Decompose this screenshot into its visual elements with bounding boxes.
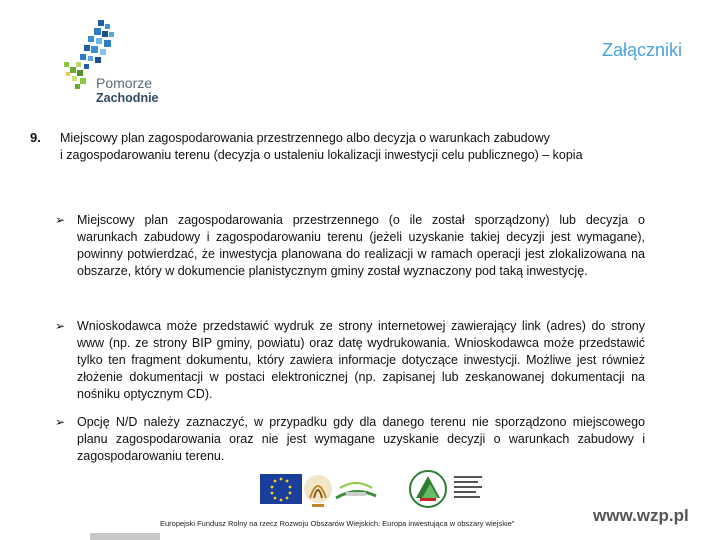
bullet-item — [55, 212, 645, 280]
bullet-item — [55, 414, 645, 465]
arrow-bullet-icon: ➢ — [55, 415, 66, 429]
footer-logos — [258, 468, 548, 516]
bullet-item — [55, 318, 645, 403]
eu-flag-icon — [260, 474, 302, 504]
item-heading — [60, 130, 650, 164]
logo-text-pomorze: Pomorze — [96, 75, 153, 91]
prow-logo-icon — [410, 471, 446, 507]
bottom-divider — [90, 533, 160, 540]
logo-text-zachodnie: Zachodnie — [96, 91, 159, 105]
bullet-text: Opcję N/D należy zaznaczyć, w przypadku gdy dla danego terenu nie sporządzono miejscowego planu zagospodarowania oraz nie jest wymagane uzyskanie decyzji o warunkach zabudowy i zagospodarowaniu terenu. — [77, 415, 645, 463]
page-title: Załączniki — [601, 40, 682, 60]
item-heading-line1: Miejscowy plan zagospodarowania przestrzennego albo decyzja o warunkach zabudowy — [60, 131, 550, 145]
item-heading-line2: i zagospodarowaniu terenu (decyzja o ustaleniu lokalizacji inwestycji celu publicznego) – kopia — [60, 148, 583, 162]
prow-text-icon — [454, 476, 482, 498]
footer-eu-text: Europejski Fundusz Rolny na rzecz Rozwoju Obszarów Wiejskich: Europa inwestująca w obszary wiejskie” — [160, 519, 515, 528]
arrow-bullet-icon: ➢ — [55, 213, 66, 227]
lgd-logo-icon — [336, 483, 376, 498]
leader-logo-icon — [304, 475, 332, 507]
website-link[interactable]: www.wzp.pl — [593, 506, 689, 525]
bullet-text: Miejscowy plan zagospodarowania przestrzennego (o ile został sporządzony) lub decyzja o warunkach zabudowy i zagospodarowaniu terenu (jeżeli uzyskanie takiej decyzji jest wymagane), powinny potwierdzać, że inwestycja planowana do realizacji w ramach operacji jest zlokalizowana na obszarze, który w dokumencie planistycznym gminy został wyznaczony pod taką inwestycję. — [77, 213, 645, 278]
bullet-text: Wnioskodawca może przedstawić wydruk ze strony internetowej zawierający link (adres) do strony www (np. ze strony BIP gminy, powiatu) oraz datę wydrukowania. Wnioskodawca może przedstawić tylko ten fragment dokumentu, który zawiera informacje dotyczące inwestycji. Możliwe jest również złożenie dokumentacji w postaci elektronicznej (np. zapisanej lub zeskanowanej dokumentacji na nośniku optycznym CD). — [77, 319, 645, 401]
item-number: 9. — [30, 130, 41, 145]
arrow-bullet-icon: ➢ — [55, 319, 66, 333]
